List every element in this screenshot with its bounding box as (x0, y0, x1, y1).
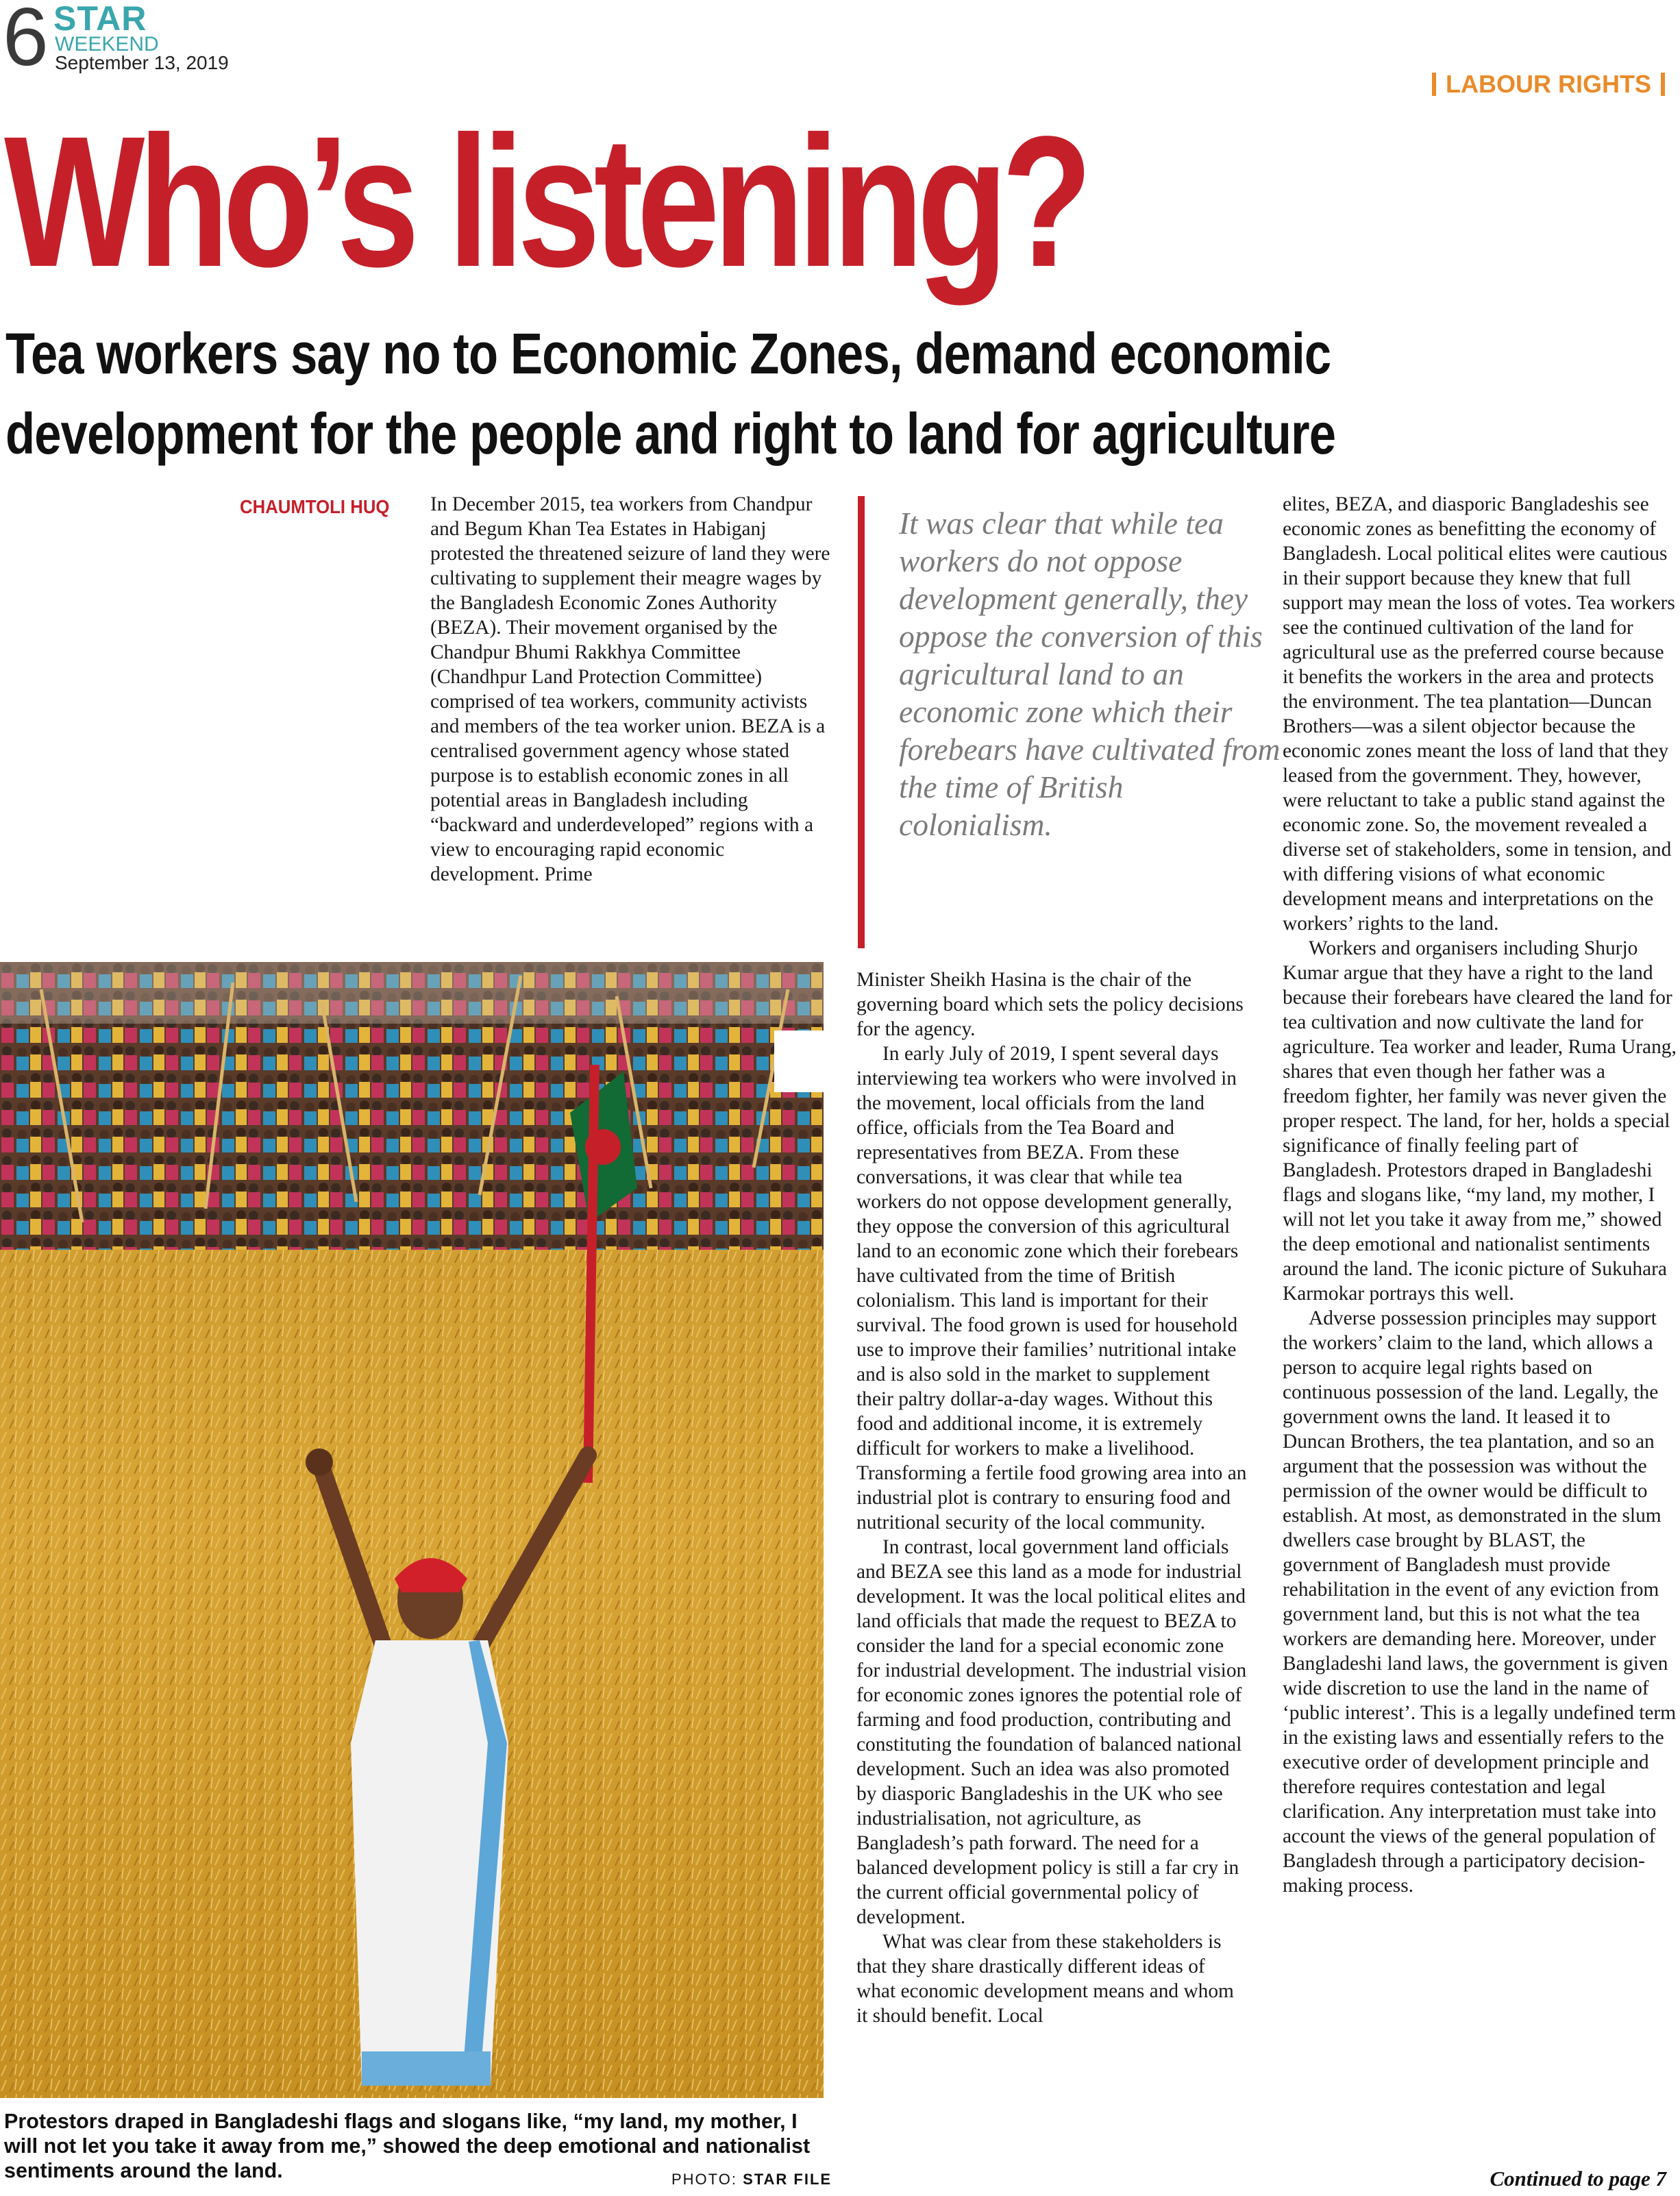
section-tag-bar-left (1432, 73, 1436, 96)
masthead-sub-brand: WEEKEND (55, 33, 159, 55)
section-tag-bar-right (1661, 73, 1665, 96)
paragraph: In December 2015, tea workers from Chandpur and Begum Khan Tea Estates in Habiganj protested the threatened seizure of land they were cultivating to supplement their meagre wages by the Bangladesh Economic Zones Authority (BEZA). Their movement organised by the Chandpur Bhumi Rakkhya Committee (Chandhpur Land Protection Committee) comprised of tea workers, community activists and members of the tea worker union. BEZA is a centralised government agency whose stated purpose is to establish economic zones in all potential areas in Bangladesh including “backward and underdeveloped” regions with a view to encouraging rapid economic development. Prime (430, 493, 830, 885)
photo-credit-source: STAR FILE (743, 2171, 832, 2188)
subheadline: Tea workers say no to Economic Zones, demand economic development for the people and right to land for agriculture (5, 321, 1336, 466)
paragraph: elites, BEZA, and diasporic Bangladeshis see economic zones as benefitting the economy of Bangladesh. Local political elites were cautious in their support because they knew that full support may mean the loss of votes. Tea workers see the continued cultivation of the land for agricultural use as the preferred course because it benefits the workers in the area and protects the environment. The tea plantation—Duncan Brothers—was a silent objector because the economic zones meant the loss of land that they leased from the government. They, however, were reluctant to take a public stand against the economic zone. So, the movement revealed a diverse set of stakeholders, some in tension, and with differing visions of what economic development means and interpretations on the workers’ rights to the land. (1283, 493, 1675, 935)
headline: Who’s listening? (4, 97, 1087, 306)
article-photo (0, 962, 824, 2098)
paragraph: In contrast, local government land officials and BEZA see this land as a mode for industrial development. It was the local political elites and land officials that made the request to BEZA to consider the land for a special economic zone for industrial development. The industrial vision for economic zones ignores the potential role of farming and food production, contributing and constituting the foundation of balanced national development. Such an idea was also promoted by diasporic Bangladeshis in the UK who see industrialisation, not agriculture, as Bangladesh’s path forward. The need for a balanced development policy is still a far cry in the current official governmental policy of development. (856, 1536, 1247, 1928)
article-column-2 (856, 967, 1247, 2028)
article-column-1 (430, 492, 831, 887)
paragraph: Workers and organisers including Shurjo Kumar argue that they have a right to the land because their forebears have cleared the land for tea cultivation and now cultivate the land for agriculture. Tea worker and leader, Ruma Urang, shares that even though her father was a freedom fighter, her family was never given the proper respect. The land, for her, holds a special significance of finally feeling part of Bangladesh. Protestors draped in Bangladeshi flags and slogans like, “my land, my mother, I will not let you take it away from me,” showed the deep emotional and nationalist sentiments around the land. The iconic picture of Sukuhara Karmokar portrays this well. (1283, 937, 1677, 1305)
protest-photo-illustration (0, 962, 824, 2098)
continued-link[interactable]: Continued to page 7 (1490, 2167, 1666, 2191)
masthead-brand: STAR (53, 0, 147, 38)
section-tag (1432, 70, 1665, 99)
photo-caption: Protestors draped in Bangladeshi flags and slogans like, “my land, my mother, I will not let you take it away from me,” showed the deep emotional and nationalist sentiments around the land. (4, 2110, 811, 2182)
article-column-3 (1283, 492, 1677, 1898)
paragraph: Adverse possession principles may support the workers’ claim to the land, which allows a person to acquire legal rights based on continuous possession of the land. Legally, the government owns the land. It leased it to Duncan Brothers, the tea plantation, and so an argument that the possession was without the permission of the owner would be difficult to establish. At most, as demonstrated in the slum dwellers case brought by BLAST, the government of Bangladesh must provide rehabilitation in the event of any eviction from government land, but this is not what the tea workers are demanding here. Moreover, under Bangladeshi land laws, the government is given wide discretion to use the land in the name of ‘public interest’. This is a legally undefined term in the existing laws and essentially refers to the executive order of development principle and therefore requires contestation and legal clarification. Any interpretation must take into account the views of the general population of Bangladesh through a participatory decision-making process. (1283, 1307, 1677, 1897)
byline: CHAUMTOLI HUQ (240, 496, 390, 517)
photo-credit-prefix: PHOTO: (671, 2171, 743, 2188)
issue-date: September 13, 2019 (55, 52, 229, 73)
page-number: 6 (3, 0, 49, 83)
paragraph: In early July of 2019, I spent several days interviewing tea workers who were involved in the movement, local officials from the land office, officials from the Tea Board and representatives from BEZA. From these conversations, it was clear that while tea workers do not oppose development generally, they oppose the conversion of this agricultural land to an economic zone which their forebears have cultivated from the time of British colonialism. This land is important for their survival. The food grown is used for household use to improve their families’ nutritional intake and is also sold in the market to supplement their paltry dollar-a-day wages. Without this food and additional income, it is extremely difficult for workers to make a livelihood. Transforming a fertile food growing area into an industrial plot is contrary to ensuring food and nutritional security of the local community. (856, 1043, 1247, 1533)
pull-quote: It was clear that while tea workers do not oppose development generally, they oppose the conversion of this agricultural land to an economic zone which their forebears have cultivated from the time of British colonialism. (899, 506, 1281, 842)
paragraph: Minister Sheikh Hasina is the chair of the governing board which sets the policy decisions for the agency. (856, 969, 1244, 1040)
paragraph: What was clear from these stakeholders is that they share drastically different ideas of what economic development means and whom it should benefit. Local (856, 1931, 1234, 2027)
photo-credit (671, 2171, 832, 2188)
pull-quote-bar (858, 496, 865, 948)
section-tag-label: LABOUR RIGHTS (1446, 70, 1651, 98)
